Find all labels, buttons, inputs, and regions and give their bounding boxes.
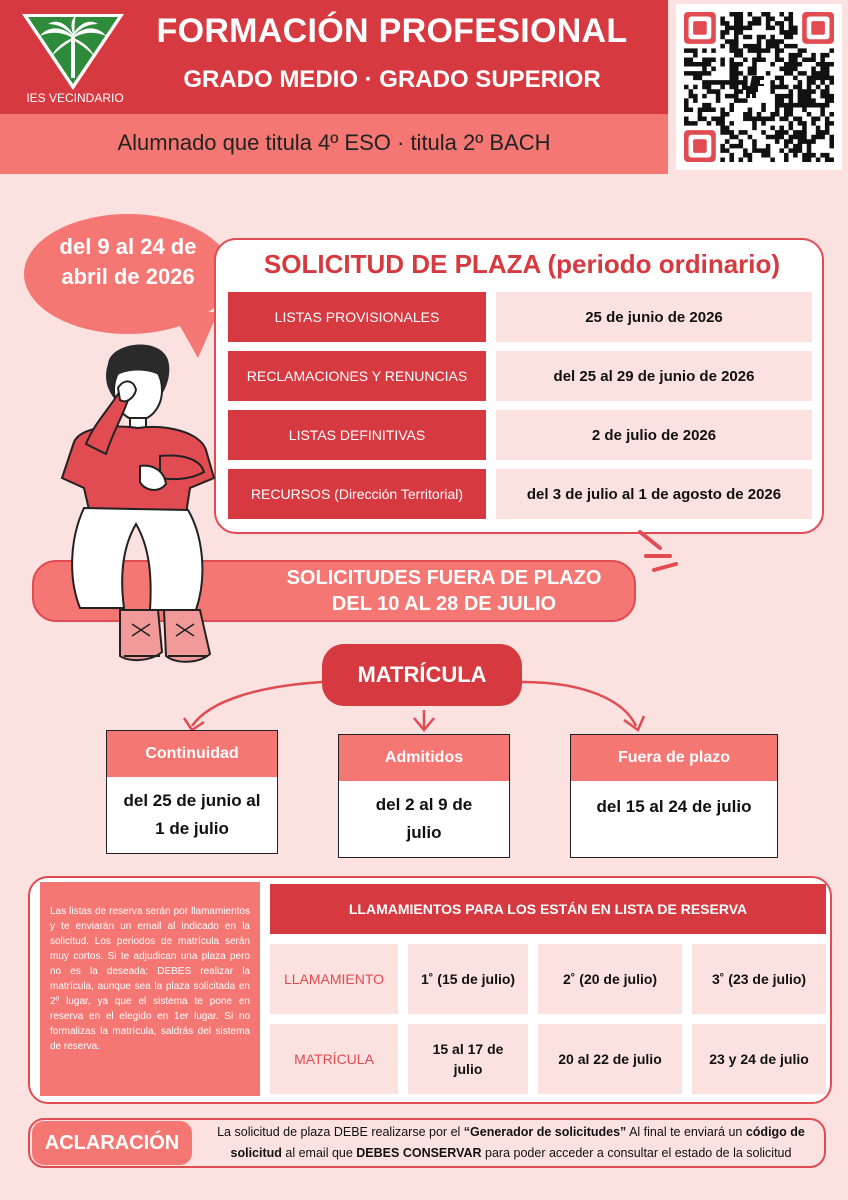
audience-text: Alumnado que titula 4º ESO · titula 2º BACH [117, 130, 551, 155]
enrollment-card-dates: del 2 al 9 de julio [375, 795, 473, 842]
student-illustration [40, 338, 240, 668]
enrollment-card-label: Fuera de plazo [571, 735, 777, 781]
late-line-1: SOLICITUDES FUERA DE PLAZO [286, 567, 602, 589]
application-row-label: RECURSOS (Dirección Territorial) [228, 469, 486, 519]
reserve-call-1: 1˚ (15 de julio) [408, 944, 528, 1014]
enrollment-card-fuera-de-plazo [570, 734, 778, 858]
reserve-enrollment-2: 20 al 22 de julio [538, 1024, 682, 1094]
page-title: FORMACIÓN PROFESIONAL [156, 12, 628, 50]
enrollment-card-continuidad [106, 730, 278, 854]
enrollment-card-admitidos [338, 734, 510, 858]
clarification-text: La solicitud de plaza DEBE realizarse por el “Generador de solicitudes” Al final te enviará un código de solicitud al email que DEBES CONSERVAR para poder acceder a consultar el estado de la solicitud [217, 1125, 805, 1160]
reserve-call-3: 3˚ (23 de julio) [692, 944, 826, 1014]
application-period: del 9 al 24 de abril de 2026 [59, 234, 197, 289]
enrollment-card-dates: del 15 al 24 de julio [596, 797, 752, 816]
reserve-title: LLAMAMIENTOS PARA LOS ESTÁN EN LISTA DE RESERVA [270, 884, 826, 934]
enrollment-arrows [180, 660, 680, 740]
enrollment-card-dates: del 25 de junio al 1 de julio [123, 791, 261, 838]
reserve-row-label-call: LLAMAMIENTO [270, 944, 398, 1014]
reserve-enrollment-3: 23 y 24 de julio [692, 1024, 826, 1094]
qr-code[interactable] [676, 4, 842, 170]
reserve-row-label-enrollment: MATRÍCULA [270, 1024, 398, 1094]
application-row-label: LISTAS DEFINITIVAS [228, 410, 486, 460]
application-row-value: 25 de junio de 2026 [496, 292, 812, 342]
application-row-value: 2 de julio de 2026 [496, 410, 812, 460]
application-row-value: del 25 al 29 de junio de 2026 [496, 351, 812, 401]
reserve-note: Las listas de reserva serán por llamamientos y te enviarán un email al indicado en la solicitud. Los periodos de matrícula serán muy cortos. Si te adjudican una plaza pero no es la deseada: DEBES realizar la matrícula, aunque sea la plaza solicitada en 2º lugar, ya que el sistema te pone en reserva en el elegido en 1er lugar. Si no formalizas la matrícula, saldrás del sistema de reserva. [40, 882, 260, 1096]
application-title: SOLICITUD DE PLAZA (periodo ordinario) [263, 249, 781, 279]
enrollment-title: MATRÍCULA [322, 644, 522, 706]
enrollment-card-label: Continuidad [107, 731, 277, 777]
sparkle-decoration [636, 526, 696, 576]
reserve-enrollment-1: 15 al 17 de julio [408, 1024, 528, 1094]
late-line-2: DEL 10 AL 28 DE JULIO [331, 593, 557, 615]
application-row-value: del 3 de julio al 1 de agosto de 2026 [496, 469, 812, 519]
application-row-label: LISTAS PROVISIONALES [228, 292, 486, 342]
reserve-call-2: 2˚ (20 de julio) [538, 944, 682, 1014]
page-subtitle: GRADO MEDIO · GRADO SUPERIOR [183, 66, 601, 93]
enrollment-card-label: Admitidos [339, 735, 509, 781]
clarification-label: ACLARACIÓN [32, 1121, 192, 1165]
school-name: IES VECINDARIO [26, 91, 124, 105]
application-row-label: RECLAMACIONES Y RENUNCIAS [228, 351, 486, 401]
